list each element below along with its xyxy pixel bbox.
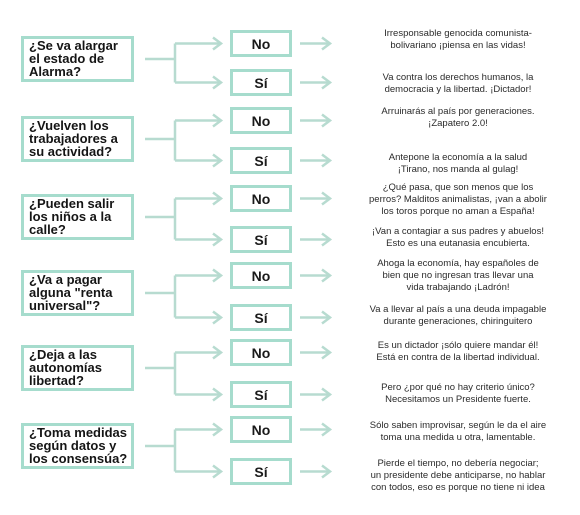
question-box	[21, 36, 134, 82]
branch-connector	[145, 193, 221, 246]
consequence-text: ¿Qué pasa, que son menos que los perros? Malditos animalistas, ¡van a abolir los toros porque no aman a España!	[369, 182, 547, 217]
consequence-text: Es un dictador ¡sólo quiere mandar él! Está en contra de la libertad individual.	[376, 340, 540, 363]
consequence-text: Irresponsable genocida comunista- bolivariano ¡piensa en las vidas!	[384, 28, 532, 51]
arrow-icon	[300, 466, 330, 478]
question-text: ¿Deja a las autonomías libertad?	[29, 347, 102, 388]
answer-si-box: Sí	[230, 458, 292, 485]
answer-si-box: Sí	[230, 147, 292, 174]
question-text: ¿Pueden salir los niños a la calle?	[29, 196, 115, 237]
consequence-text: Sólo saben improvisar, según le da el aire toma una medida u otra, lamentable.	[369, 420, 547, 443]
arrow-icon	[300, 115, 330, 127]
branch-connector	[145, 115, 221, 167]
question-text: ¿Vuelven los trabajadores a su actividad?	[29, 118, 118, 159]
arrow-icon	[300, 193, 330, 205]
arrow-icon	[300, 312, 330, 324]
answer-no-box: No	[230, 262, 292, 289]
answer-no-box: No	[230, 416, 292, 443]
consequence-text: Antepone la economía a la salud ¡Tirano, nos manda al gulag!	[388, 152, 528, 175]
arrow-icon	[300, 270, 330, 282]
question-text: ¿Se va alargar el estado de Alarma?	[29, 38, 118, 79]
branch-connector	[145, 270, 221, 324]
arrow-icon	[300, 77, 330, 89]
consequence-text: Arruinarás al país por generaciones. ¡Zapatero 2.0!	[381, 106, 535, 129]
question-box	[21, 345, 134, 391]
arrow-icon	[300, 424, 330, 436]
consequence-text: Va contra los derechos humanos, la democracia y la libertad. ¡Dictador!	[382, 72, 534, 95]
answer-si-box: Sí	[230, 226, 292, 253]
question-box	[21, 423, 134, 469]
arrow-icon	[300, 389, 330, 401]
consequence-text: Ahoga la economía, hay españoles de bien que no ingresan tras llevar una vida trabajando ¡Ladrón!	[377, 258, 539, 293]
branch-connector	[145, 424, 221, 478]
consequence-text: Pierde el tiempo, no debería negociar; un presidente debe anticiparse, no hablar con todos, eso es porque no tiene ni idea	[370, 458, 546, 493]
answer-no-box: No	[230, 339, 292, 366]
arrow-icon	[300, 38, 330, 50]
answer-si-box: Sí	[230, 69, 292, 96]
question-box	[21, 116, 134, 162]
question-box	[21, 270, 134, 316]
answer-si-box: Sí	[230, 381, 292, 408]
question-box	[21, 194, 134, 240]
arrow-icon	[300, 234, 330, 246]
arrow-icon	[300, 155, 330, 167]
consequence-text: Va a llevar al país a una deuda impagable durante generaciones, chiringuitero	[369, 304, 547, 327]
arrow-icon	[300, 347, 330, 359]
question-text: ¿Va a pagar alguna "renta universal"?	[29, 272, 113, 313]
question-text: ¿Toma medidas según datos y los consensúa?	[29, 425, 128, 466]
answer-no-box: No	[230, 185, 292, 212]
consequence-text: Pero ¿por qué no hay criterio único? Necesitamos un Presidente fuerte.	[381, 382, 535, 405]
answer-no-box: No	[230, 107, 292, 134]
consequence-text: ¡Van a contagiar a sus padres y abuelos! Esto es una eutanasia encubierta.	[372, 226, 544, 249]
branch-connector	[145, 38, 221, 89]
branch-connector	[145, 347, 221, 401]
answer-no-box: No	[230, 30, 292, 57]
answer-si-box: Sí	[230, 304, 292, 331]
